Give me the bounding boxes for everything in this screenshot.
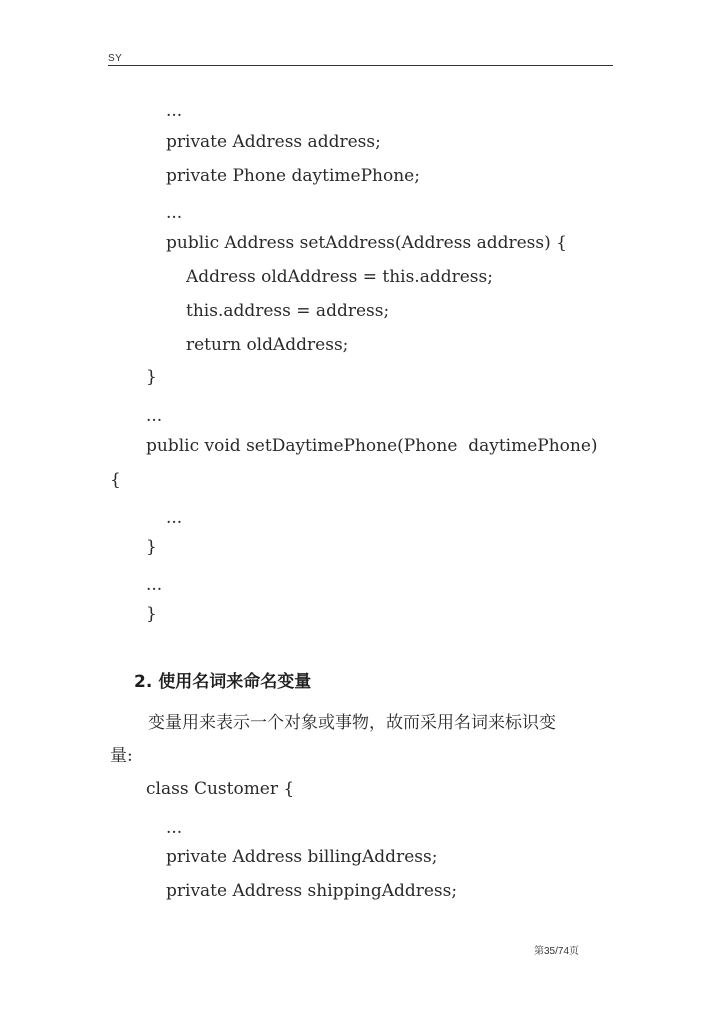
code-line: private Address address; bbox=[166, 132, 381, 152]
page-number: 第35/74页 bbox=[534, 946, 580, 957]
code-line: { bbox=[110, 470, 121, 490]
code-line: public Address setAddress(Address address) { bbox=[166, 233, 567, 253]
code-line: this.address = address; bbox=[186, 301, 390, 321]
header-label: SY bbox=[108, 53, 123, 64]
section-heading: 2. 使用名词来命名变量 bbox=[134, 672, 312, 692]
code-line: ... bbox=[146, 575, 163, 595]
code-line: } bbox=[146, 604, 157, 624]
code-line: return oldAddress; bbox=[186, 335, 349, 355]
paragraph-line: 量: bbox=[110, 746, 133, 766]
code-line: private Address billingAddress; bbox=[166, 847, 438, 867]
code-line: public void setDaytimePhone(Phone daytimePhone) bbox=[146, 436, 598, 456]
code-line: private Address shippingAddress; bbox=[166, 881, 458, 901]
code-line: ... bbox=[166, 508, 183, 528]
header-rule bbox=[108, 65, 613, 66]
code-line: Address oldAddress = this.address; bbox=[186, 267, 493, 287]
code-line: class Customer { bbox=[146, 779, 295, 799]
paragraph-line: 变量用来表示一个对象或事物，故而采用名词来标识变 bbox=[148, 713, 556, 733]
code-line: ... bbox=[166, 101, 183, 121]
code-line: ... bbox=[166, 203, 183, 223]
code-line: } bbox=[146, 537, 157, 557]
code-line: ... bbox=[146, 406, 163, 426]
code-line: private Phone daytimePhone; bbox=[166, 166, 420, 186]
code-line: } bbox=[146, 367, 157, 387]
code-line: ... bbox=[166, 818, 183, 838]
